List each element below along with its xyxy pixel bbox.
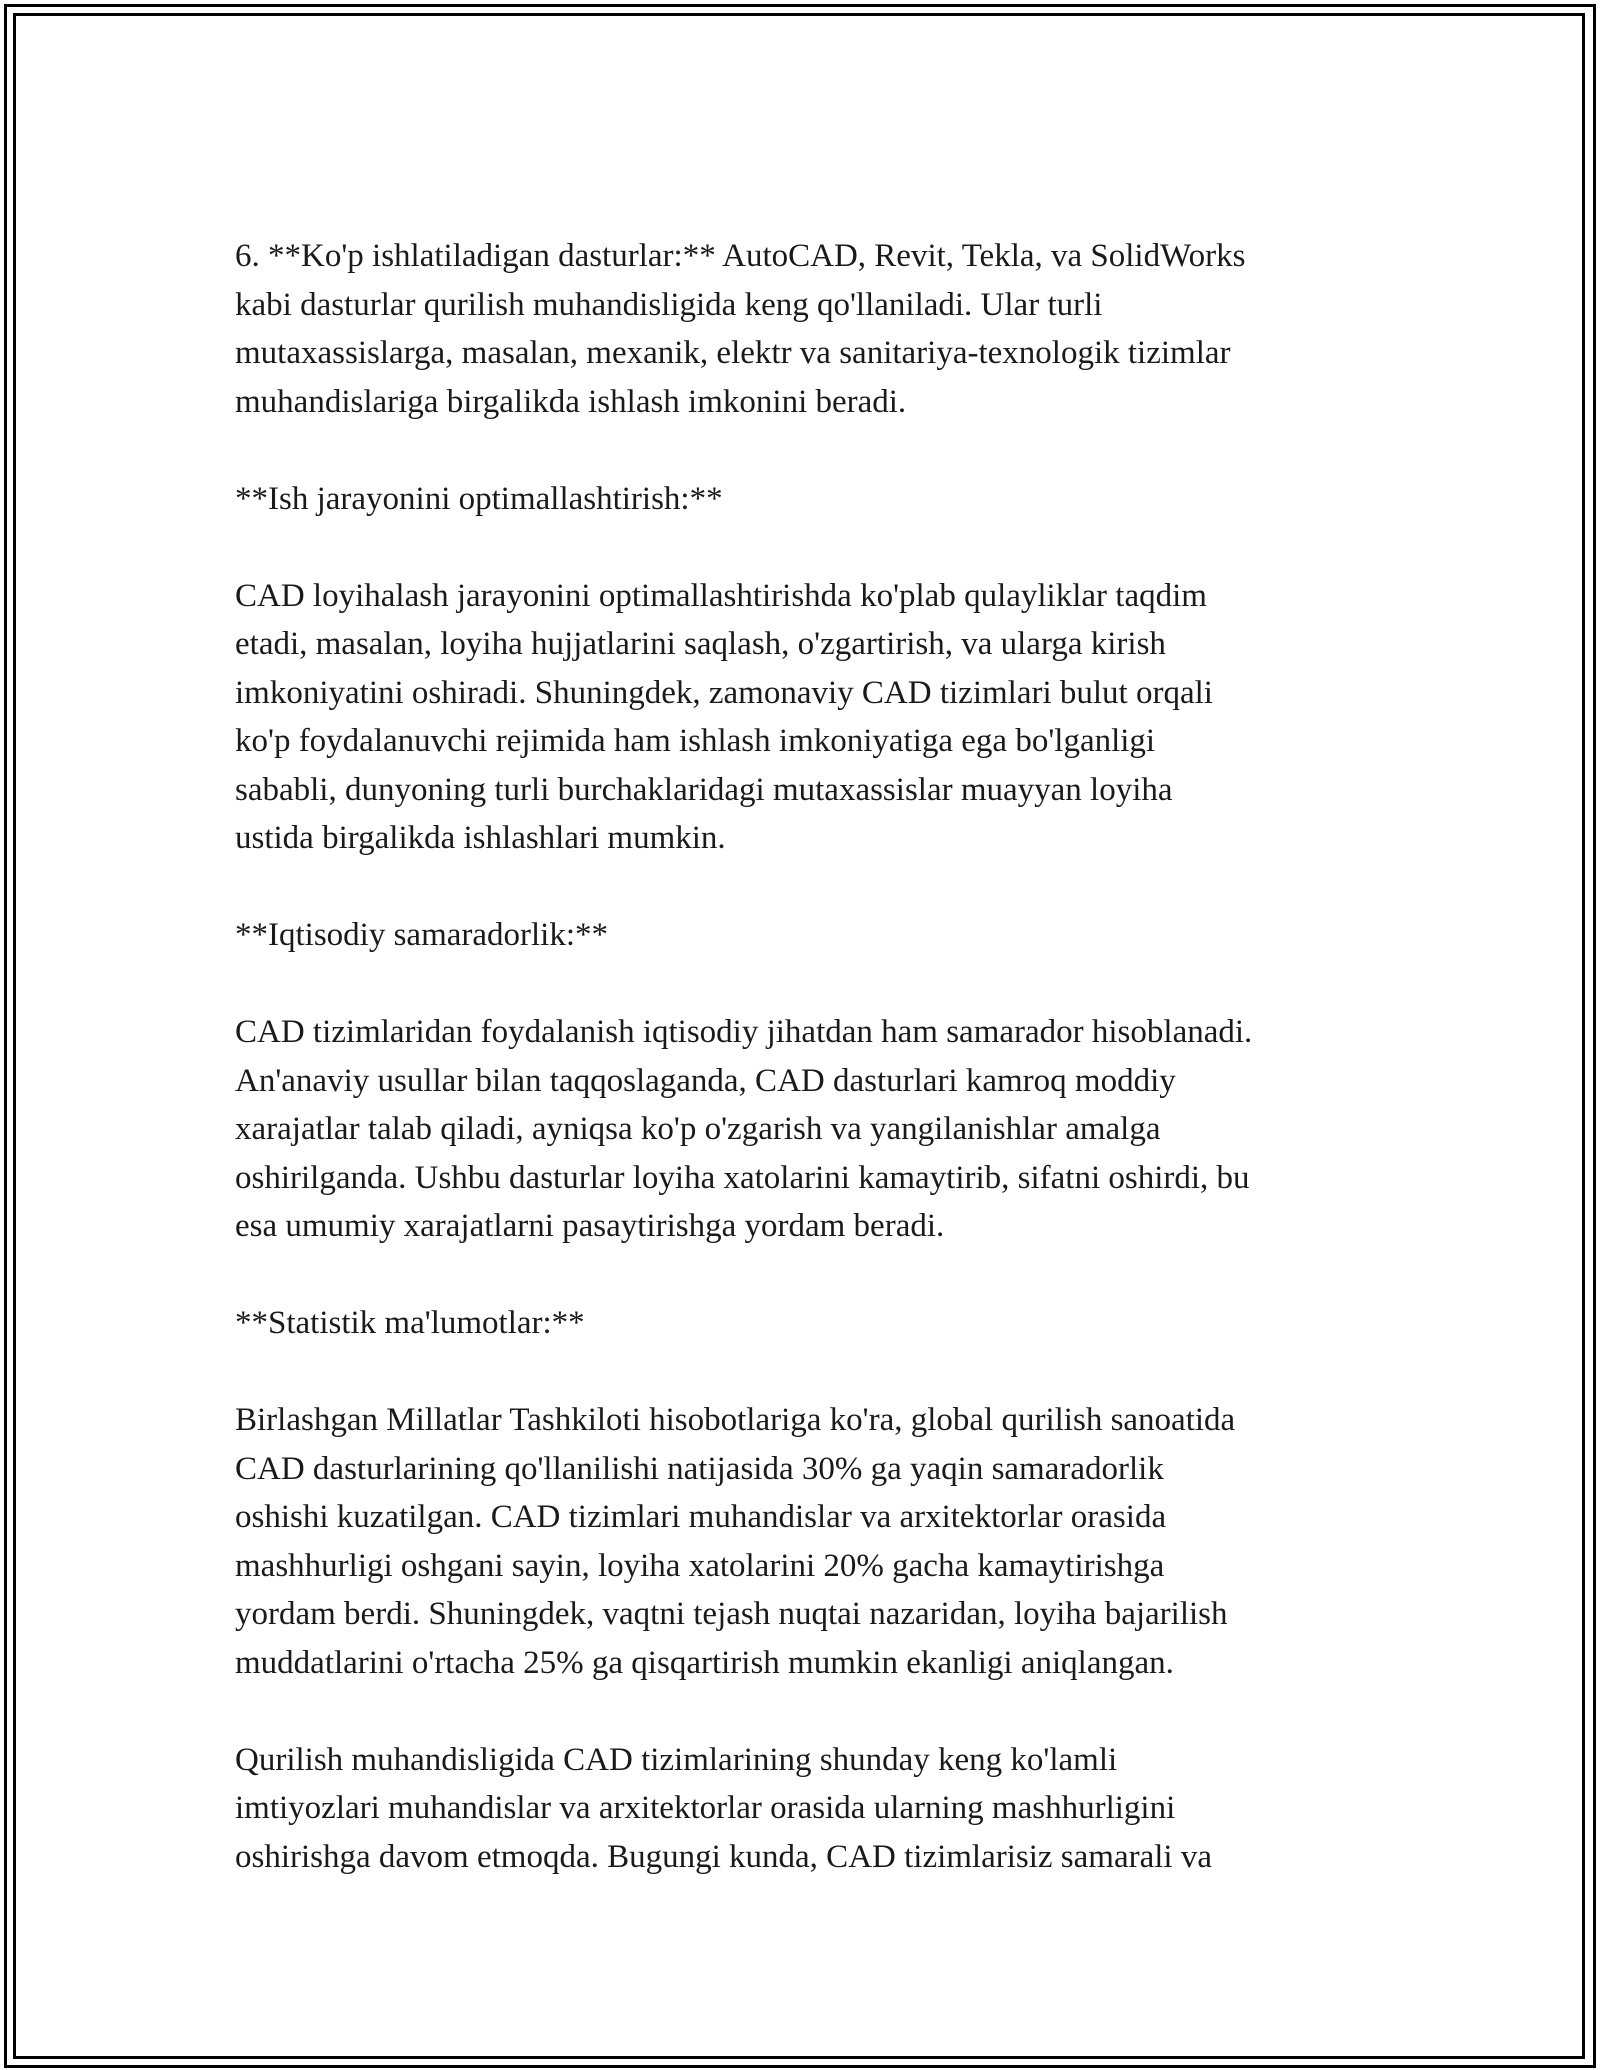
text-line: yordam berdi. Shuningdek, vaqtni tejash nuqtai nazaridan, loyiha bajarilish xyxy=(235,1596,1228,1632)
text-line: oshirilganda. Ushbu dasturlar loyiha xatolarini kamaytirib, sifatni oshirdi, bu xyxy=(235,1159,1250,1196)
text-line: CAD loyihalash jarayonini optimallashtirishda ko'plab qulayliklar taqdim xyxy=(235,577,1207,614)
paragraph-software-list xyxy=(235,232,1395,426)
heading-statistics xyxy=(235,1299,1395,1348)
text-line: An'anaviy usullar bilan taqqoslaganda, CAD dasturlari kamroq moddiy xyxy=(235,1062,1176,1099)
text-line: imkoniyatini oshiradi. Shuningdek, zamonaviy CAD tizimlari bulut orqali xyxy=(235,674,1213,711)
text-line: esa umumiy xarajatlarni pasaytirishga yordam beradi. xyxy=(235,1208,945,1244)
heading-text: **Ish jarayonini optimallashtirish:** xyxy=(235,480,723,517)
paragraph-statistics xyxy=(235,1396,1395,1687)
paragraph-economic-efficiency xyxy=(235,1008,1395,1251)
text-line: muhandislariga birgalikda ishlash imkonini beradi. xyxy=(235,383,907,420)
text-line: mashhurligi oshgani sayin, loyiha xatolarini 20% gacha kamaytirishga xyxy=(235,1547,1165,1584)
paragraph-workflow-optimization xyxy=(235,572,1395,863)
heading-economic-efficiency xyxy=(235,911,1395,960)
text-line: kabi dasturlar qurilish muhandisligida keng qo'llaniladi. Ular turli xyxy=(235,286,1103,323)
text-line: 6. **Ko'p ishlatiladigan dasturlar:** AutoCAD, Revit, Tekla, va SolidWorks xyxy=(235,238,1246,274)
heading-workflow-optimization xyxy=(235,475,1395,524)
text-line: muddatlarini o'rtacha 25% ga qisqartirish mumkin ekanligi aniqlangan. xyxy=(235,1644,1174,1681)
text-line: imtiyozlari muhandislar va arxitektorlar orasida ularning mashhurligini xyxy=(235,1790,1176,1826)
text-line: ustida birgalikda ishlashlari mumkin. xyxy=(235,820,726,856)
text-line: oshishi kuzatilgan. CAD tizimlari muhandislar va arxitektorlar orasida xyxy=(235,1499,1167,1535)
text-line: oshirishga davom etmoqda. Bugungi kunda, CAD tizimlarisiz samarali va xyxy=(235,1838,1212,1875)
text-line: Qurilish muhandisligida CAD tizimlarining shunday keng ko'lamli xyxy=(235,1741,1118,1778)
text-line: CAD tizimlaridan foydalanish iqtisodiy jihatdan ham samarador hisoblanadi. xyxy=(235,1014,1253,1050)
text-line: ko'p foydalanuvchi rejimida ham ishlash imkoniyatiga ega bo'lganligi xyxy=(235,723,1156,759)
paragraph-conclusion xyxy=(235,1736,1395,1882)
text-line: etadi, masalan, loyiha hujjatlarini saqlash, o'zgartirish, va ularga kirish xyxy=(235,626,1166,662)
heading-text: **Statistik ma'lumotlar:** xyxy=(235,1305,585,1341)
heading-text: **Iqtisodiy samaradorlik:** xyxy=(235,917,609,953)
text-line: sababli, dunyoning turli burchaklaridagi mutaxassislar muayyan loyiha xyxy=(235,771,1173,808)
text-line: Birlashgan Millatlar Tashkiloti hisobotlariga ko'ra, global qurilish sanoatida xyxy=(235,1402,1236,1438)
text-line: CAD dasturlarining qo'llanilishi natijasida 30% ga yaqin samaradorlik xyxy=(235,1450,1164,1487)
document-body xyxy=(235,232,1395,1930)
text-line: mutaxassislarga, masalan, mexanik, elektr va sanitariya-texnologik tizimlar xyxy=(235,335,1231,371)
text-line: xarajatlar talab qiladi, ayniqsa ko'p o'zgarish va yangilanishlar amalga xyxy=(235,1111,1161,1147)
